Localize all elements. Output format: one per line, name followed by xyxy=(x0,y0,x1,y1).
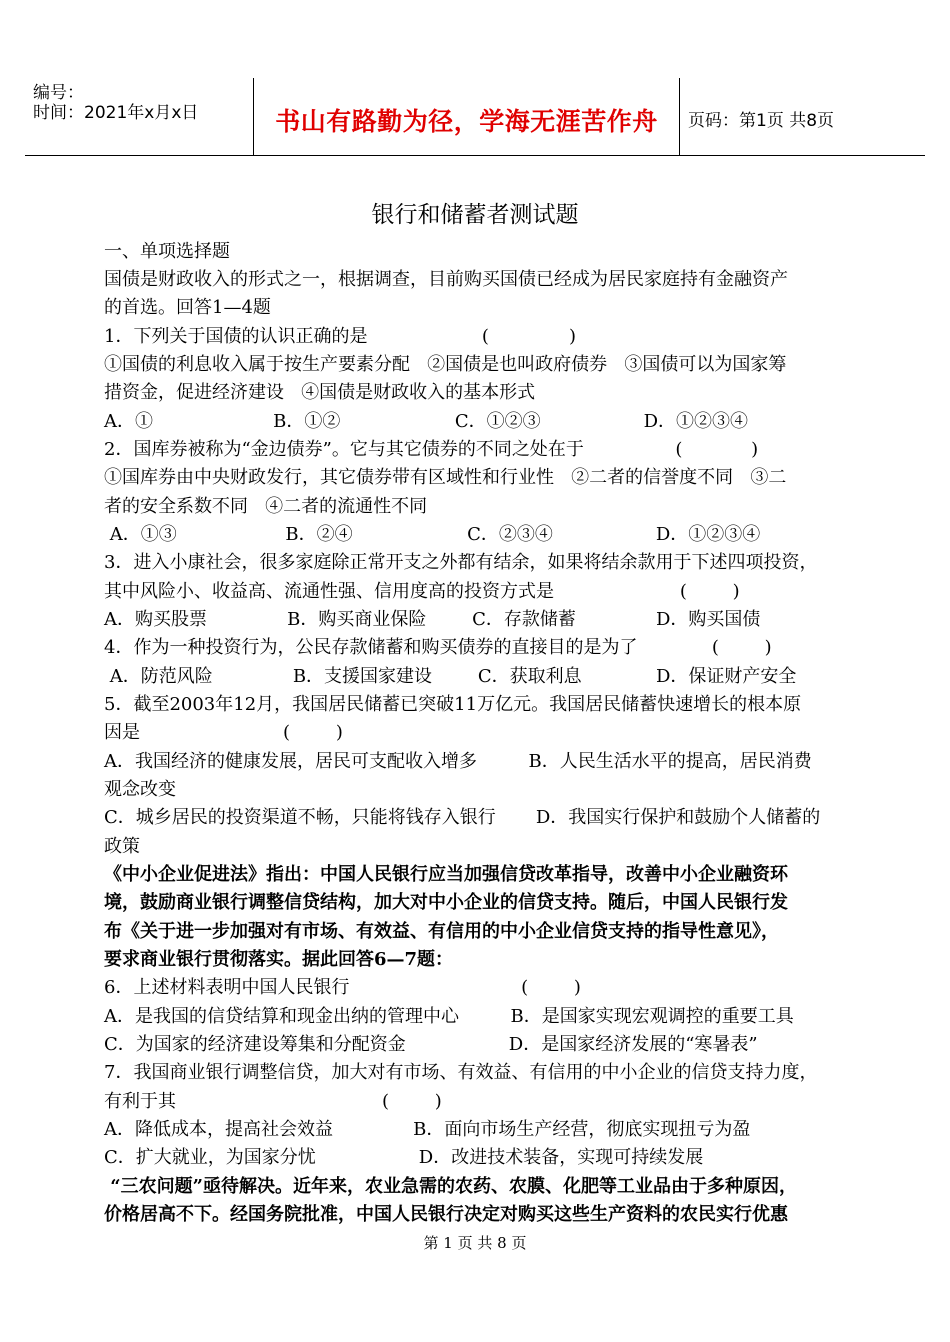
question-line: 因是 ( ) xyxy=(104,722,343,743)
options-line: C．扩大就业，为国家分忧 D．改进技术装备，实现可持续发展 xyxy=(104,1147,704,1168)
bold-passage-line: 要求商业银行贯彻落实。据此回答6—7题： xyxy=(104,949,454,970)
header-table xyxy=(25,78,925,156)
page-footer: 第 1 页 共 8 页 xyxy=(423,1234,527,1252)
options-line: A．防范风险 B．支援国家建设 C．获取利息 D．保证财产安全 xyxy=(104,666,797,687)
header-motto-cell xyxy=(254,78,680,155)
options-line: A．①③ B．②④ C．②③④ D．①②③④ xyxy=(104,524,761,545)
question-line: 5．截至2003年12月，我国居民储蓄已突破11万亿元。我国居民储蓄快速增长的根本原 xyxy=(104,694,802,715)
options-line: A．购买股票 B．购买商业保险 C．存款储蓄 D．购买国债 xyxy=(104,609,761,630)
question-line: 6．上述材料表明中国人民银行 ( ) xyxy=(104,977,581,998)
options-line: A．① B．①② C．①②③ D．①②③④ xyxy=(104,411,749,432)
options-line: 观念改变 xyxy=(104,779,176,800)
passage-line: 国债是财政收入的形式之一，根据调查，目前购买国债已经成为居民家庭持有金融资产 xyxy=(104,269,788,290)
bold-passage-line: 境，鼓励商业银行调整信贷结构，加大对中小企业的信贷支持。随后，中国人民银行发 xyxy=(104,892,788,913)
header-page-cell xyxy=(680,78,925,155)
question-line: 3．进入小康社会，很多家庭除正常开支之外都有结余，如果将结余款用于下述四项投资， xyxy=(104,552,818,573)
statement-line: 者的安全系数不同 ④二者的流通性不同 xyxy=(104,496,428,517)
bold-passage-line: 价格居高不下。经国务院批准，中国人民银行决定对购买这些生产资料的农民实行优惠 xyxy=(104,1204,788,1225)
page-title: 银行和储蓄者测试题 xyxy=(371,202,579,228)
motto-text: 书山有路勤为径，学海无涯苦作舟 xyxy=(275,107,658,136)
page-info: 页码：第1页 共8页 xyxy=(688,111,835,131)
question-line: 1．下列关于国债的认识正确的是 ( ) xyxy=(104,326,577,347)
bold-passage-line: “三农问题”亟待解决。近年来，农业急需的农药、农膜、化肥等工业品由于多种原因， xyxy=(104,1176,797,1197)
options-line: C．城乡居民的投资渠道不畅，只能将钱存入银行 D．我国实行保护和鼓励个人储蓄的 xyxy=(104,807,821,828)
options-line: A．降低成本，提高社会效益 B．面向市场生产经营，彻底实现扭亏为盈 xyxy=(104,1119,751,1140)
passage-line: 的首选。回答1—4题 xyxy=(104,297,271,318)
statement-line: ①国债的利息收入属于按生产要素分配 ②国债是也叫政府债券 ③国债可以为国家筹 xyxy=(104,354,787,375)
options-line: C．为国家的经济建设筹集和分配资金 D．是国家经济发展的“寒暑表” xyxy=(104,1034,758,1055)
options-line: A．我国经济的健康发展，居民可支配收入增多 B．人民生活水平的提高，居民消费 xyxy=(104,751,812,772)
question-line: 7．我国商业银行调整信贷，加大对有市场、有效益、有信用的中小企业的信贷支持力度， xyxy=(104,1062,818,1083)
statement-line: 措资金，促进经济建设 ④国债是财政收入的基本形式 xyxy=(104,382,536,403)
bold-passage-line: 《中小企业促进法》指出：中国人民银行应当加强信贷改革指导，改善中小企业融资环 xyxy=(104,864,788,885)
question-line: 其中风险小、收益高、流通性强、信用度高的投资方式是 ( ) xyxy=(104,581,740,602)
doc-time-label: 时间：2021年x月x日 xyxy=(33,103,199,123)
options-line: 政策 xyxy=(104,836,140,857)
question-line: 4．作为一种投资行为，公民存款储蓄和购买债券的直接目的是为了 ( ) xyxy=(104,637,772,658)
header-meta-cell xyxy=(25,78,254,155)
doc-number-label: 编号： xyxy=(33,83,84,103)
section-heading: 一、单项选择题 xyxy=(104,241,230,262)
question-line: 2．国库券被称为“金边债券”。它与其它债券的不同之处在于 ( ) xyxy=(104,439,759,460)
options-line: A．是我国的信贷结算和现金出纳的管理中心 B．是国家实现宏观调控的重要工具 xyxy=(104,1006,794,1027)
statement-line: ①国库券由中央财政发行，其它债券带有区域性和行业性 ②二者的信誉度不同 ③二 xyxy=(104,467,787,488)
question-line: 有利于其 ( ) xyxy=(104,1091,442,1112)
bold-passage-line: 布《关于进一步加强对有市场、有效益、有信用的中小企业信贷支持的指导性意见》， xyxy=(104,921,779,942)
